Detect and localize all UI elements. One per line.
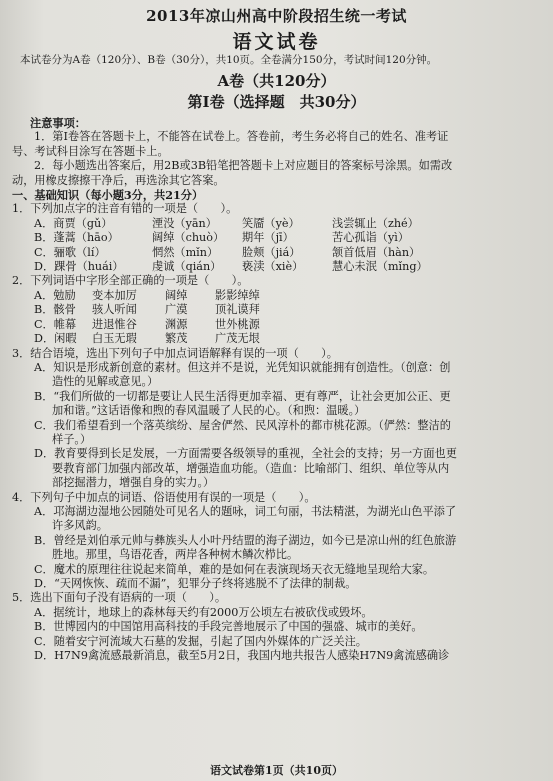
q4-option-a: A．邛海湖边湿地公园随处可见名人的题咏，词工句丽，书法精湛，为湖光山色平添了 bbox=[34, 504, 457, 518]
q1-c-4: 颔首低眉（hàn） bbox=[332, 245, 421, 259]
q1-c-3: 脸颊（jiá） bbox=[242, 245, 301, 259]
q1-a-2: 湮没（yān） bbox=[152, 216, 217, 230]
q1-b-4: 苦心孤诣（yì） bbox=[332, 231, 410, 245]
q4-option-b-cont: 胜地。那里，鸟语花香，两岸各种树木鳞次栉比。 bbox=[52, 548, 299, 562]
note-1a: 1．第Ⅰ卷答在答题卡上，不能答在试卷上。答卷前，考生务必将自己的姓名、准考证 bbox=[34, 130, 449, 144]
q2-d-2: 白玉无瑕 bbox=[92, 332, 137, 346]
q3-option-c-cont: 样子。） bbox=[52, 432, 92, 446]
q2-c-4: 世外桃源 bbox=[215, 317, 260, 331]
q4-option-d: D．“天网恢恢、疏而不漏”，犯罪分子终将逃脱不了法律的制裁。 bbox=[34, 577, 357, 590]
note-2b: 动，用橡皮擦擦干净后，再选涂其它答案。 bbox=[12, 173, 225, 187]
q3-option-d: D．教育要得到长足发展，一方面需要各级领导的重视，全社会的支持；另一方面也更 bbox=[34, 447, 457, 461]
q1-a-1: A．商贾（gǔ） bbox=[34, 216, 113, 230]
q1-d-3: 亵渎（xiè） bbox=[242, 260, 304, 274]
q2-b-2: 骇人听闻 bbox=[92, 303, 137, 317]
q4-option-c: C．魔术的原理往往说起来简单，难的是如何在表演现场天衣无缝地呈现给大家。 bbox=[34, 562, 435, 576]
q4-option-a-cont: 许多风韵。 bbox=[52, 519, 108, 533]
q2-option-a bbox=[12, 289, 544, 303]
q1-b-3: 期年（jī） bbox=[242, 231, 294, 245]
q2-a-4: 影影绰绰 bbox=[215, 288, 260, 302]
q3-option-a-cont: 造性的见解或意见。） bbox=[52, 375, 159, 389]
juan-a-heading: A卷（共120分） bbox=[217, 72, 336, 90]
q4-stem: 4．下列句子中加点的词语、俗语使用有误的一项是（ ）。 bbox=[12, 490, 316, 504]
q3-option-a: A．知识是形成新创意的素材。但这并不是说，光凭知识就能拥有创造性。（创意：创 bbox=[34, 360, 451, 374]
q1-option-d bbox=[12, 260, 544, 274]
q3-stem: 3．结合语境，选出下列句子中加点词语解释有误的一项（ ）。 bbox=[12, 346, 338, 360]
q2-stem: 2．下列词语中字形全部正确的一项是（ ）。 bbox=[12, 274, 249, 288]
q2-d-1: D．闲暇 bbox=[34, 332, 77, 346]
q1-stem: 1．下列加点字的注音有错的一项是（ ）。 bbox=[12, 202, 238, 216]
q2-option-b bbox=[12, 303, 544, 317]
q2-c-2: 进退惟谷 bbox=[92, 317, 137, 331]
q4-option-b: B．曾经是刘伯承元帅与彝族头人小叶丹结盟的海子湖边，如今已是凉山州的红色旅游 bbox=[34, 533, 457, 547]
q2-d-3: 繁茂 bbox=[165, 332, 188, 346]
q5-option-b: B．世博园内的中国馆用高科技的手段完善地展示了中国的强盛、城市的美好。 bbox=[34, 620, 423, 634]
q1-b-2: 阔绰（chuò） bbox=[152, 231, 225, 245]
section-1-heading: 一、基础知识（每小题3分，共21分） bbox=[12, 188, 204, 203]
q1-a-4: 浅尝辄止（zhé） bbox=[332, 216, 419, 230]
q2-a-1: A．勉励 bbox=[34, 288, 76, 302]
note-2a: 2．每小题选出答案后，用2B或3B铅笔把答题卡上对应题目的答案标号涂黑。如需改 bbox=[34, 159, 453, 173]
q1-d-1: D．踝骨（huái） bbox=[34, 260, 124, 274]
q1-b-1: B．蓬蒿（hāo） bbox=[34, 231, 119, 245]
page-footer: 语文试卷第1页（共10页） bbox=[210, 764, 343, 777]
q1-c-2: 惘然（mǐn） bbox=[152, 245, 219, 259]
q2-b-3: 广漠 bbox=[165, 303, 188, 317]
q1-option-b bbox=[12, 231, 544, 245]
q1-d-2: 虔诚（qián） bbox=[152, 260, 222, 274]
q3-option-b-cont: 加和谐。”这话语像和煦的春风温暖了人民的心。（和煦：温暖。） bbox=[52, 404, 366, 418]
exam-body bbox=[12, 116, 544, 663]
q5-stem: 5．选出下面句子没有语病的一项（ ）。 bbox=[12, 591, 227, 605]
q5-option-d: D．H7N9禽流感最新消息，截至5月2日，我国内地共报告人感染H7N9禽流感确诊 bbox=[34, 649, 450, 663]
q2-c-1: C．帷幕 bbox=[34, 317, 77, 331]
q2-c-3: 渊源 bbox=[165, 317, 188, 331]
q1-a-3: 笑靥（yè） bbox=[242, 216, 300, 230]
note-1b: 号、考试科目涂写在答题卡上。 bbox=[12, 144, 169, 158]
q2-a-2: 变本加厉 bbox=[92, 288, 137, 302]
q2-option-c bbox=[12, 318, 544, 332]
exam-subtitle: 语文试卷 bbox=[232, 31, 321, 53]
exam-info: 本试卷分为A卷（120分）、B卷（30分），共10页。全卷满分150分，考试时间120分钟。 bbox=[20, 54, 438, 66]
q1-c-1: C．骊歌（lí） bbox=[34, 245, 106, 259]
q2-d-4: 广茂无垠 bbox=[215, 332, 260, 346]
q2-a-3: 阔绰 bbox=[165, 288, 188, 302]
notes-heading: 注意事项： bbox=[30, 116, 86, 130]
exam-title: 2013年凉山州高中阶段招生统一考试 bbox=[146, 7, 407, 25]
q5-option-a: A．据统计，地球上的森林每天约有2000万公顷左右被砍伐或毁坏。 bbox=[34, 605, 373, 619]
juan-i-heading: 第Ⅰ卷（选择题 共30分） bbox=[187, 93, 366, 111]
q1-option-c bbox=[12, 246, 544, 260]
q2-b-4: 顶礼谟拜 bbox=[215, 303, 260, 317]
q3-option-d-cont-1: 要教育部门加强内部改革，增强造血功能。（造血：比喻部门、组织、单位等从内 bbox=[52, 461, 450, 475]
q3-option-d-cont-2: 部挖掘潜力，增强自身的实力。） bbox=[52, 476, 215, 490]
q3-option-c: C．我们希望看到一个落英缤纷、屋舍俨然、民风淳朴的都市桃花源。（俨然：整洁的 bbox=[34, 418, 451, 432]
q1-d-4: 慧心未泯（mǐng） bbox=[332, 260, 428, 274]
q2-option-d bbox=[12, 332, 544, 346]
q3-option-b: B．“我们所做的一切都是要让人民生活得更加幸福、更有尊严，让社会更加公正、更 bbox=[34, 389, 451, 403]
q2-b-1: B．骸骨 bbox=[34, 303, 76, 317]
q1-option-a bbox=[12, 217, 544, 231]
q5-option-c: C．随着安宁河流域大石墓的发掘，引起了国内外媒体的广泛关注。 bbox=[34, 634, 367, 648]
